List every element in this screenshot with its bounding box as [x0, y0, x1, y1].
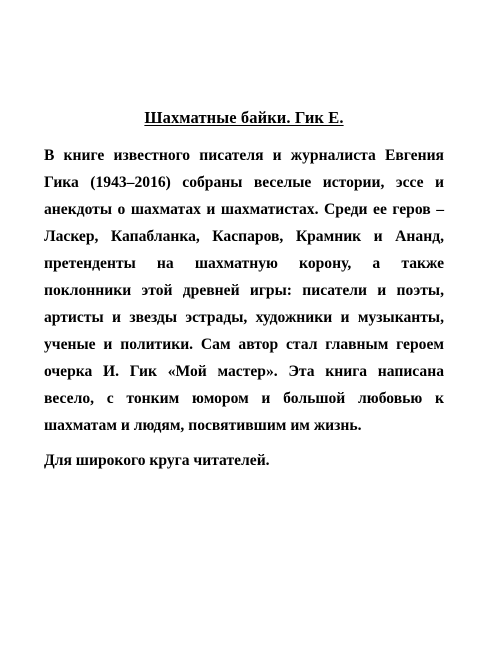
- audience-note: Для широкого круга читателей.: [44, 452, 270, 469]
- book-annotation: В книге известного писателя и журналиста Евгения Гика (1943–2016) собраны веселые истории, эссе и анекдоты о шахматах и шахматистах. Среди ее геров – Ласкер, Капабланка, Каспаров, Крамник и Ананд, претенденты на шахматную корону, а также поклонники этой древней игры: писатели и поэты, артисты и звезды эстрады, художники и музыканты, ученые и политики. Сам автор стал главным героем очерка И. Гик «Мой мастер». Эта книга написана весело, с тонким юмором и большой любовью к шахматам и людям, посвятившим им жизнь.: [44, 147, 444, 434]
- book-title: Шахматные байки. Гик Е.: [144, 108, 344, 127]
